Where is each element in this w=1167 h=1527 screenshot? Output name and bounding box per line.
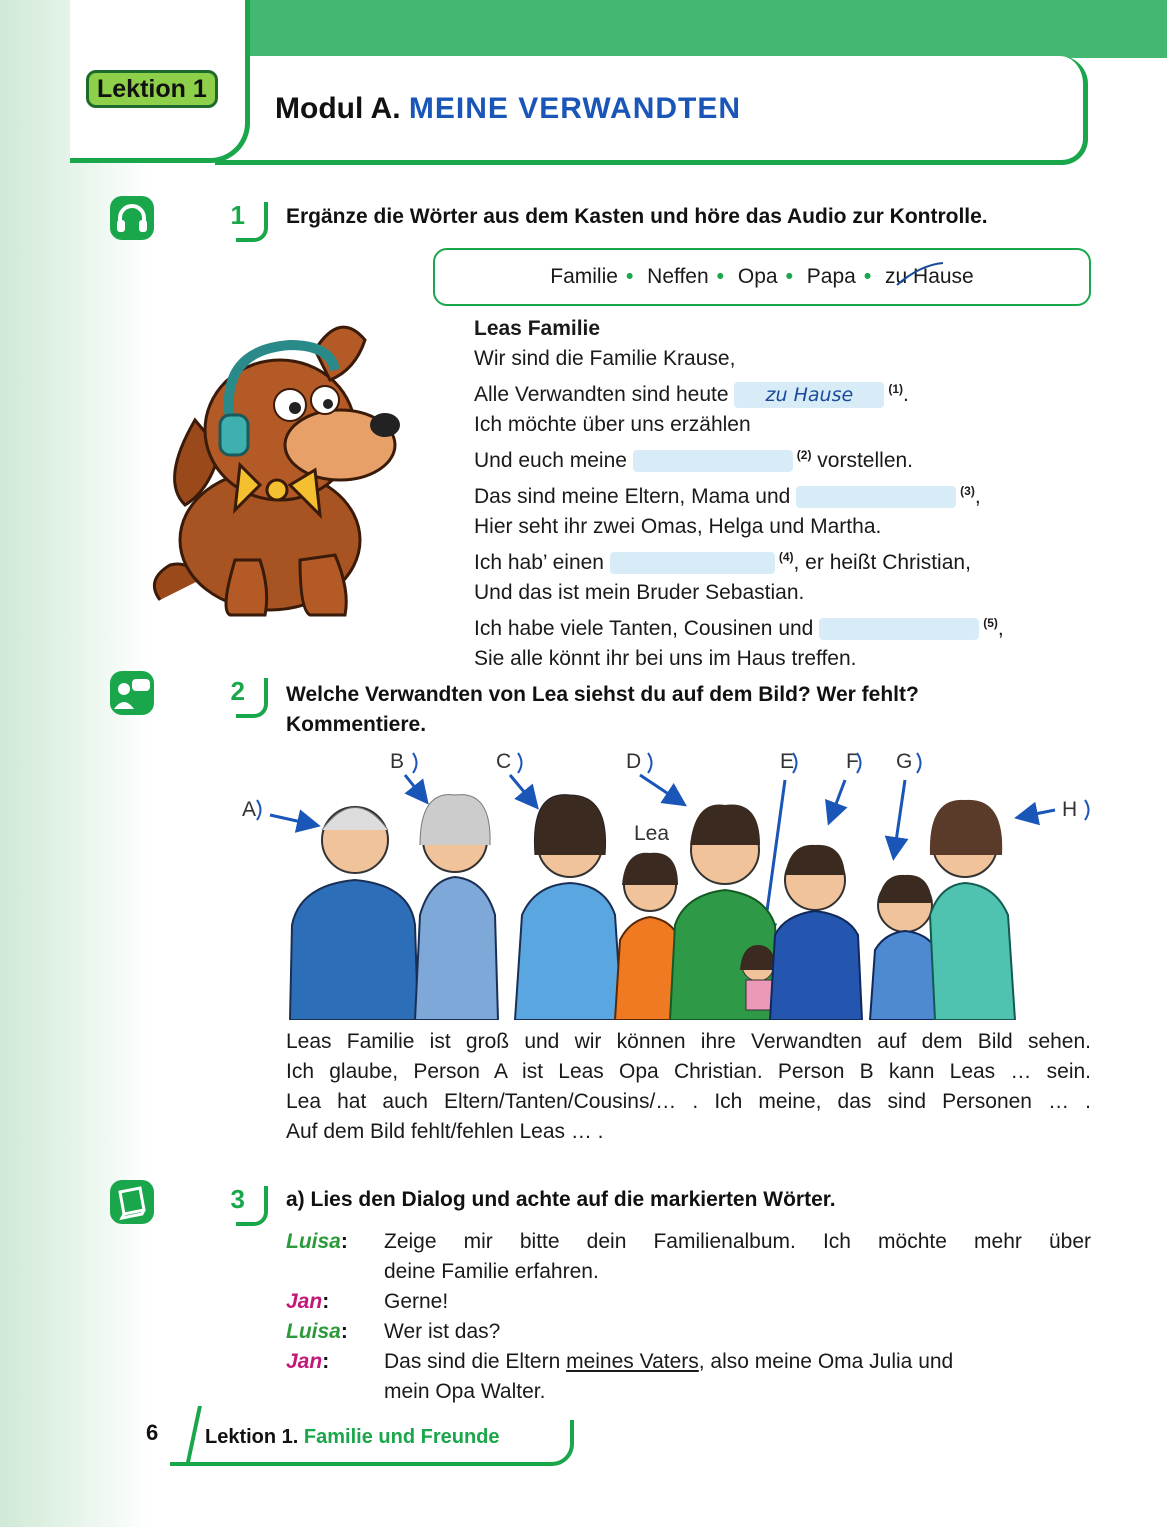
dialog-row: Jan: Das sind die Eltern meines Vaters, also meine Oma Julia und mein Opa Walter. <box>286 1350 954 1403</box>
dialog-row: Jan: Gerne! <box>286 1290 449 1313</box>
dialog-row: Luisa: Wer ist das? <box>286 1320 501 1343</box>
task2-text <box>286 1027 1091 1147</box>
label-f: F <box>846 750 859 773</box>
dialog-row: Luisa: Zeige mir bitte dein Familienalbum. Ich möchte mehr über deine Familie erfahren. <box>286 1230 1091 1283</box>
word-item-crossed: zu Hause <box>885 265 974 288</box>
label-h: H <box>1062 798 1078 821</box>
label-c: C <box>496 750 512 773</box>
poem-line: Hier seht ihr zwei Omas, Helga und Martha. <box>474 515 882 538</box>
headphones-icon <box>110 196 154 240</box>
word-item: Neffen <box>647 265 709 288</box>
word-item: Papa <box>806 265 856 288</box>
task-number-1: 1 <box>230 200 245 230</box>
text-line: Lea hat auch Eltern/Tanten/Cousins/… . Ich meine, das sind Personen … . <box>286 1090 1091 1113</box>
task3-instruction: a) Lies den Dialog und achte auf die markierten Wörter. <box>286 1188 836 1211</box>
task-bracket-3 <box>236 1186 268 1226</box>
task-number-2: 2 <box>230 676 245 706</box>
footer-text: Lektion 1. Familie und Freunde <box>205 1426 500 1448</box>
dialog <box>286 1227 1091 1407</box>
poem-line: Sie alle könnt ihr bei uns im Haus treffen. <box>474 647 857 670</box>
modul-prefix: Modul A. <box>275 92 401 125</box>
text-line: Leas Familie ist groß und wir können ihre Verwandten auf dem Bild sehen. <box>286 1030 1091 1053</box>
family-illustration <box>230 745 1100 1020</box>
lea-label: Lea <box>634 822 670 845</box>
poem-line: Und euch meine $^{(2)}$ vorstellen. <box>474 448 914 472</box>
label-a: A <box>242 798 257 821</box>
label-e: E <box>780 750 795 773</box>
task2-instruction: Welche Verwandten von Lea siehst du auf dem Bild? Wer fehlt? Kommentiere. <box>286 683 919 736</box>
task-number-3: 3 <box>230 1184 245 1214</box>
blank-3[interactable] <box>796 486 956 508</box>
page-title <box>275 92 741 126</box>
text-line: Ich glaube, Person A ist Leas Opa Christian. Person B kann Leas … sein. <box>286 1060 1091 1083</box>
header-band <box>240 0 1167 58</box>
poem-line: Ich habe viele Tanten, Cousinen und $^{(5)}$, <box>474 616 1004 640</box>
poem-line: Ich möchte über uns erzählen <box>474 413 751 436</box>
label-g: G <box>896 750 913 773</box>
task1-instruction: Ergänze die Wörter aus dem Kasten und höre das Audio zur Kontrolle. <box>286 205 988 228</box>
word-box: Familie • Neffen • Opa • Papa • zu Hause <box>433 248 1091 306</box>
poem-line: Das sind meine Eltern, Mama und $^{(3)}$, <box>474 484 981 508</box>
word-item: Opa <box>737 265 778 288</box>
text-line: Auf dem Bild fehlt/fehlen Leas … . <box>286 1120 604 1143</box>
word-item: Familie <box>550 265 618 288</box>
blank-2[interactable] <box>633 450 793 472</box>
page-number: 6 <box>146 1420 159 1445</box>
modul-title-text: MEINE VERWANDTEN <box>408 92 742 125</box>
speech-bubble-icon <box>110 671 154 715</box>
task-bracket-1 <box>236 202 268 242</box>
poem-title: Leas Familie <box>474 317 601 340</box>
dog-with-headphones-illustration <box>140 310 440 630</box>
poem-line: Wir sind die Familie Krause, <box>474 347 736 370</box>
blank-1[interactable]: zu Hause <box>734 382 884 408</box>
poem-line: Und das ist mein Bruder Sebastian. <box>474 581 805 604</box>
book-icon <box>110 1180 154 1224</box>
poem <box>474 314 1094 674</box>
marked-word: meines Vaters <box>566 1350 699 1373</box>
blank-5[interactable] <box>819 618 979 640</box>
poem-line: Ich hab’ einen $^{(4)}$, er heißt Christian, <box>474 550 971 574</box>
blank-4[interactable] <box>610 552 775 574</box>
task-bracket-2 <box>236 678 268 718</box>
lektion-badge: Lektion 1 <box>86 70 218 108</box>
poem-line: Alle Verwandten sind heute zu Hause $^{(1)}$. <box>474 382 909 407</box>
label-b: B <box>390 750 405 773</box>
label-d: D <box>626 750 642 773</box>
